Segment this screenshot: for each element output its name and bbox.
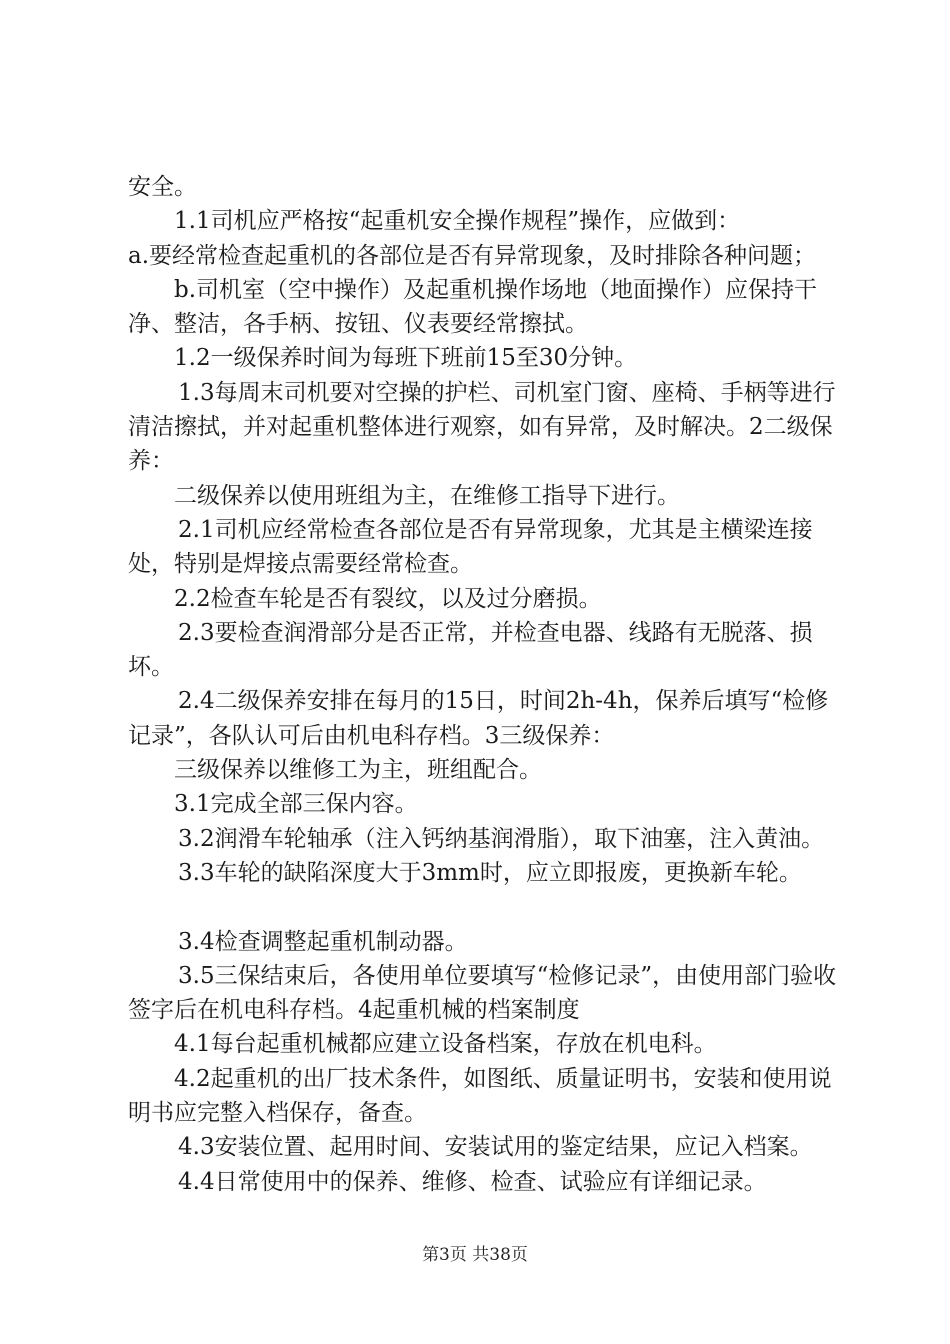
paragraph: 3.3车轮的缺陷深度大于3mm时，应立即报废，更换新车轮。 (178, 859, 802, 886)
paragraph: 4.3安装位置、起用时间、安装试用的鉴定结果，应记入档案。 (178, 1134, 813, 1161)
paragraph: a.要经常检查起重机的各部位是否有异常现象，及时排除各种问题； (128, 242, 817, 269)
paragraph: 二级保养以使用班组为主，在维修工指导下进行。 (174, 482, 680, 509)
paragraph: 三级保养以维修工为主，班组配合。 (174, 757, 542, 784)
paragraph: b.司机室（空中操作）及起重机操作场地（地面操作）应保持干净、整洁，各手柄、按钮、仪表要经常擦拭。 (128, 276, 818, 338)
paragraph: 1.1司机应严格按“起重机安全操作规程”操作，应做到： (174, 208, 741, 235)
page-footer (0, 1244, 950, 1266)
paragraph: 2.4二级保养安排在每月的15日，时间2h-4h，保养后填写“检修记录”，各队认可后由机电科存档。3三级保养： (128, 688, 829, 749)
paragraph: 1.3每周末司机要对空操的护栏、司机室门窗、座椅、手柄等进行清洁擦拭，并对起重机整体进行观察，如有异常，及时解决。2二级保养： (128, 379, 836, 475)
document-body (128, 170, 850, 1199)
paragraph: 3.1完成全部三保内容。 (174, 791, 418, 818)
paragraph-spacer (128, 890, 850, 924)
page-number: 第3页 共38页 (422, 1245, 528, 1265)
paragraph: 2.3要检查润滑部分是否正常，并检查电器、线路有无脱落、损坏。 (128, 619, 813, 681)
paragraph: 3.2润滑车轮轴承（注入钙纳基润滑脂），取下油塞，注入黄油。 (178, 825, 825, 852)
paragraph: 2.1司机应经常检查各部位是否有异常现象，尤其是主横梁连接处，特别是焊接点需要经常检查。 (128, 516, 813, 578)
paragraph: 4.2起重机的出厂技术条件，如图纸、质量证明书，安装和使用说明书应完整入档保存，备查。 (128, 1065, 832, 1127)
paragraph: 3.5三保结束后，各使用单位要填写“检修记录”，由使用部门验收签字后在机电科存档。4起重机械的档案制度 (128, 962, 837, 1024)
paragraph: 4.4日常使用中的保养、维修、检查、试验应有详细记录。 (178, 1168, 767, 1195)
paragraph: 4.1每台起重机械都应建立设备档案，存放在机电科。 (174, 1031, 717, 1058)
paragraph: 3.4检查调整起重机制动器。 (178, 928, 468, 955)
paragraph: 1.2一级保养时间为每班下班前15至30分钟。 (174, 345, 638, 372)
paragraph: 安全。 (128, 174, 197, 200)
paragraph: 2.2检查车轮是否有裂纹，以及过分磨损。 (174, 585, 602, 612)
